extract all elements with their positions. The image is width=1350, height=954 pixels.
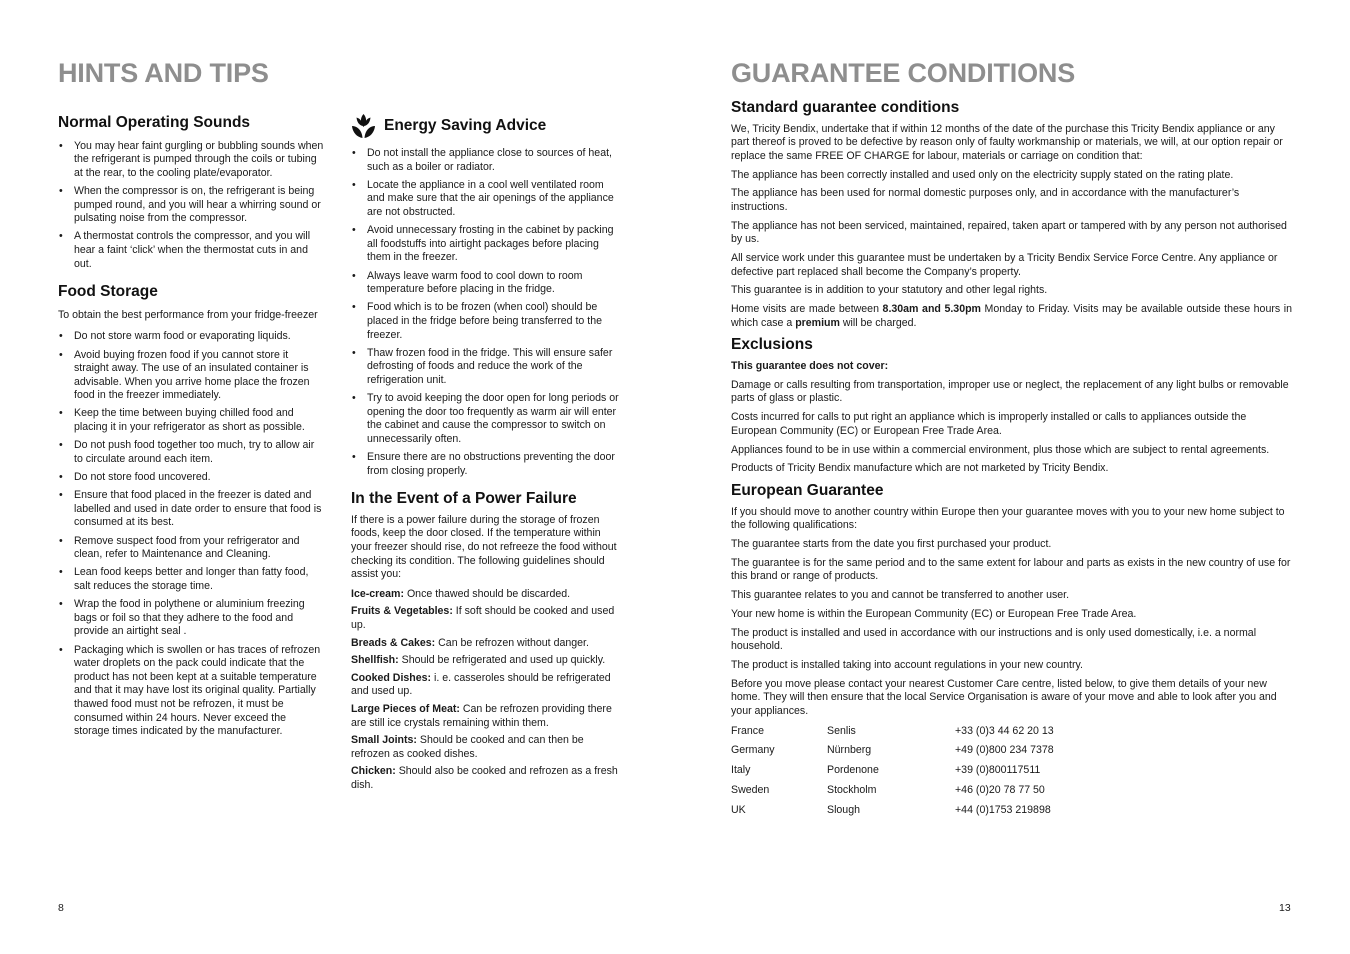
list-item: • Do not install the appliance close to sources of heat, such as a boiler or radiator.: [351, 147, 619, 174]
phone-cell: +46 (0)20 78 77 50: [955, 784, 1045, 797]
customer-care-table: [731, 725, 1054, 824]
paragraph: The appliance has been correctly installed and used only on the electricity supply stated on the rating plate.: [731, 168, 1234, 181]
paragraph: The guarantee starts from the date you first purchased your product.: [731, 537, 1052, 550]
paragraph: We, Tricity Bendix, undertake that if within 12 months of the date of the purchase this Tricity Bendix appliance or any part thereof is proved to be defective by reason only of faulty workmanship or materials, we will, at our option repair or replace the same FREE OF CHARGE for labour, materials or carriage on condition that:: [731, 122, 1283, 162]
page-number-left: 8: [58, 902, 64, 914]
paragraph: The appliance has been used for normal domestic purposes only, and in accordance with the manufacturer’s instructions.: [731, 187, 1240, 213]
city-cell: Slough: [827, 804, 860, 817]
energy-list: [351, 147, 619, 478]
column-energy-power: [351, 113, 619, 797]
city-cell: Stockholm: [827, 784, 877, 797]
list-item: • Remove suspect food from your refrigerator and clean, refer to Maintenance and Cleaning.: [58, 535, 324, 562]
list-item: • Ensure there are no obstructions preventing the door from closing properly.: [351, 451, 619, 478]
heading-normal-operating-sounds: Normal Operating Sounds: [58, 114, 251, 131]
paragraph: This guarantee relates to you and cannot be transferred to another user.: [731, 589, 1070, 602]
phone-cell: +49 (0)800 234 7378: [955, 744, 1054, 757]
paragraph: The guarantee is for the same period and to the same extent for labour and parts as exists in the new country of use for this brand or range of products.: [731, 556, 1291, 583]
paragraph: The product is installed taking into account regulations in your new country.: [731, 659, 1083, 671]
list-item: • Always leave warm food to cool down to room temperature before placing in the fridge.: [351, 270, 619, 297]
list-item: • You may hear faint gurgling or bubbling sounds when the refrigerant is pumped through the coils or tubing at the rear, to the cooling plate/evaporator.: [58, 140, 324, 181]
heading-power-failure: In the Event of a Power Failure: [351, 490, 577, 508]
phone-cell: +33 (0)3 44 62 20 13: [955, 724, 1054, 737]
exclusions-subheading: This guarantee does not cover:: [731, 360, 889, 373]
list-item: • Wrap the food in polythene or aluminium freezing bags or foil so that they adhere to the food and provide an airtight seal .: [58, 598, 324, 639]
power-failure-intro: If there is a power failure during the storage of frozen foods, keep the door closed. If the temperature within your freezer should rise, do not refreeze the food without checking its condition. The following guidelines should assist you:: [351, 513, 617, 581]
list-item: • Avoid buying frozen food if you cannot store it straight away. The use of an insulated container is advisable. When you arrive home place the frozen food in the freezer immediately.: [58, 349, 324, 403]
country-cell: Sweden: [731, 784, 770, 797]
list-item: • Food which is to be frozen (when cool) should be placed in the fridge before being transferred to the freezer.: [351, 301, 619, 342]
energy-heading-row: [351, 113, 619, 139]
page-number-right: 13: [1279, 902, 1291, 914]
city-cell: Senlis: [827, 724, 856, 737]
power-entry: Shellfish: Should be refrigerated and used up quickly.: [351, 654, 606, 667]
food-storage-intro: To obtain the best performance from your fridge-freezer: [58, 308, 318, 321]
table-row: [731, 744, 1054, 764]
table-row: [731, 804, 1054, 824]
paragraph: This guarantee is in addition to your statutory and other legal rights.: [731, 284, 1048, 297]
list-item: • A thermostat controls the compressor, and you will hear a faint ‘click’ when the thermostat cuts in and out.: [58, 230, 324, 271]
sounds-list: [58, 140, 324, 272]
list-item: • Lean food keeps better and longer than fatty food, salt reduces the storage time.: [58, 566, 324, 593]
country-cell: France: [731, 724, 764, 737]
page-title-guarantee: GUARANTEE CONDITIONS: [731, 58, 1076, 88]
column-sounds-food: [58, 116, 324, 747]
paragraph: The appliance has not been serviced, maintained, repaired, taken apart or tampered with by any person not authorised by us.: [731, 219, 1287, 246]
heading-standard-guarantee: Standard guarantee conditions: [731, 99, 960, 116]
table-row: [731, 784, 1054, 804]
power-entry: Fruits & Vegetables: If soft should be cooked and used up.: [351, 605, 615, 631]
list-item: • Avoid unnecessary frosting in the cabinet by packing all foodstuffs into airtight packages before placing them in the freezer.: [351, 224, 619, 265]
heading-exclusions: Exclusions: [731, 336, 813, 354]
power-entry: Breads & Cakes: Can be refrozen without danger.: [351, 636, 589, 649]
list-item: • Do not store warm food or evaporating liquids.: [58, 330, 324, 344]
paragraph: If you should move to another country within Europe then your guarantee moves with you to your new home subject to the following qualifications:: [731, 505, 1285, 532]
paragraph: Damage or calls resulting from transportation, improper use or neglect, the replacement of any light bulbs or removable parts of glass or plastic.: [731, 378, 1289, 405]
heading-energy-saving: Energy Saving Advice: [384, 117, 547, 135]
paragraph: Appliances found to be in use within a commercial environment, plus those which are subject to rental agreements.: [731, 443, 1270, 456]
list-item: • Thaw frozen food in the fridge. This will ensure safer defrosting of foods and reduce the work of the refrigeration unit.: [351, 347, 619, 388]
city-cell: Nürnberg: [827, 744, 872, 757]
city-cell: Pordenone: [827, 764, 879, 777]
power-entry: Cooked Dishes: i. e. casseroles should be refrigerated and used up.: [351, 671, 611, 698]
country-cell: Italy: [731, 764, 751, 777]
country-cell: Germany: [731, 744, 775, 757]
column-guarantee: [731, 99, 1292, 824]
home-visits-paragraph: Home visits are made between 8.30am and 5.30pm Monday to Friday. Visits may be available outside these hours in which case a premium will be charged.: [731, 303, 1292, 329]
table-row: [731, 725, 1054, 745]
list-item: • Do not store food uncovered.: [58, 471, 324, 485]
page-title-hints: HINTS AND TIPS: [58, 58, 269, 88]
paragraph: Before you move please contact your nearest Customer Care centre, listed below, to give them details of your new home. They will then ensure that the local Service Organisation is aware of your move and able to look after you and your appliances.: [731, 677, 1277, 717]
list-item: • Do not push food together too much, try to allow air to circulate around each item.: [58, 439, 324, 466]
heading-european-guarantee: European Guarantee: [731, 481, 884, 499]
power-entry: Ice-cream: Once thawed should be discarded.: [351, 587, 571, 600]
list-item: • Try to avoid keeping the door open for long periods or opening the door too frequently as warm air will enter the cabinet and cause the compressor to switch on unnecessarily often.: [351, 392, 619, 446]
list-item: • When the compressor is on, the refrigerant is being pumped round, and you will hear a whirring sound or pulsating noise from the compressor.: [58, 185, 324, 226]
paragraph: All service work under this guarantee must be undertaken by a Tricity Bendix Service Force Centre. Any appliance or defective part replaced shall become the Company’s property.: [731, 252, 1278, 278]
heading-food-storage: Food Storage: [58, 283, 158, 301]
table-row: [731, 764, 1054, 784]
phone-cell: +39 (0)800117511: [955, 764, 1041, 777]
power-entry: Small Joints: Should be cooked and can then be refrozen as cooked dishes.: [351, 734, 584, 760]
list-item: • Packaging which is swollen or has traces of refrozen water droplets on the pack could indicate that the product has not been kept at a suitable temperature and that it may have lost its original quality. Partially thawed food must not be refrozen, it must be consumed within 24 hours. Never exceed the storage times indicated by the manufacturer.: [58, 644, 324, 739]
phone-cell: +44 (0)1753 219898: [955, 804, 1051, 817]
paragraph: Costs incurred for calls to put right an appliance which is improperly installed or calls to appliances outside the European Community (EC) or European Free Trade Area.: [731, 411, 1247, 437]
paragraph: Your new home is within the European Community (EC) or European Free Trade Area.: [731, 607, 1137, 620]
country-cell: UK: [731, 804, 746, 817]
power-entry: Large Pieces of Meat: Can be refrozen providing there are still ice crystals remaining within them.: [351, 702, 612, 729]
list-item: • Keep the time between buying chilled food and placing it in your refrigerator as short as possible.: [58, 407, 324, 434]
list-item: • Ensure that food placed in the freezer is dated and labelled and used in date order to ensure that food is consumed at its best.: [58, 489, 324, 530]
leaf-icon: [351, 113, 376, 139]
paragraph: The product is installed and used in accordance with our instructions and is only used domestically, i.e. a normal household.: [731, 626, 1257, 653]
list-item: • Locate the appliance in a cool well ventilated room and make sure that the air openings of the appliance are not obstructed.: [351, 179, 619, 220]
food-storage-list: [58, 330, 324, 738]
power-entry: Chicken: Should also be cooked and refrozen as a fresh dish.: [351, 765, 618, 791]
paragraph: Products of Tricity Bendix manufacture which are not marketed by Tricity Bendix.: [731, 462, 1109, 475]
